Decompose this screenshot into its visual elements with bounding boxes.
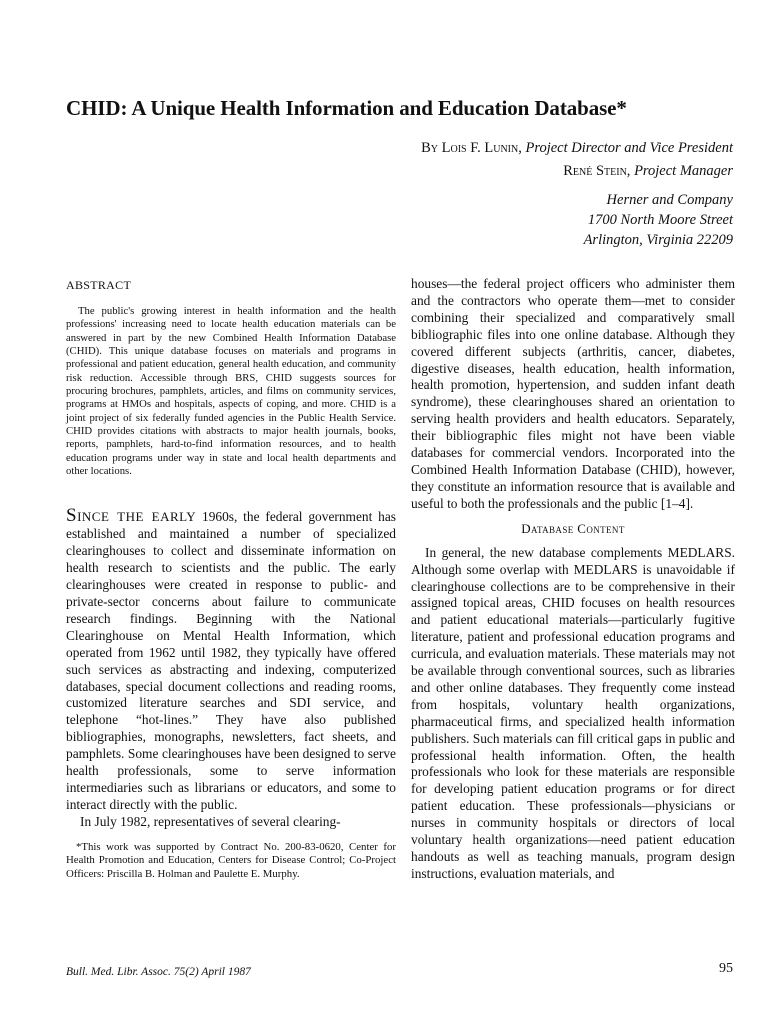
affiliation-org: Herner and Company xyxy=(606,192,733,208)
right-column xyxy=(411,276,735,883)
database-content-paragraph: In general, the new database complements MEDLARS. Although some overlap with MEDLARS is unavoidable if clearinghouse collections are to be comprehensive in their assigned topical areas, CHID focuses on health resources and patient educational materials—particularly fugitive literature, patient and professional education programs and curricula, and evaluation materials. These materials may not be available through conventional sources, such as libraries and other online databases. They frequently come instead from hospitals, voluntary health organizations, pharmaceutical firms, and specialized health information publishers. Such materials can fill critical gaps in public and professional health information. Often, the health professionals who look for these materials are responsible for developing patient education programs or for direct patient education. These professionals—physicians or nurses in community hospitals or directors of local voluntary health organizations—need patient education handouts as well as teaching manuals, program design instructions, evaluation materials, and xyxy=(411,544,735,881)
author-1-role: Project Director and Vice President xyxy=(525,140,733,156)
intro-dropcap: Since the early xyxy=(66,505,197,527)
author-line-2 xyxy=(421,160,733,183)
page-number: 95 xyxy=(719,961,733,976)
journal-citation: Bull. Med. Libr. Assoc. 75(2) April 1987 xyxy=(66,966,251,978)
intro-text: 1960s, the federal government has established and maintained a number of specialized clearinghouses to collect and disseminate information on health research to scientists and the public. The early clearinghouses were created in response to public- and private-sector concerns about failure to communicate research findings. Beginning with the National Clearinghouse on Mental Health Information, which operated from 1962 until 1982, they typically have offered such services as abstracting and indexing, computerized databases, special document collections and reading rooms, customized literature searches and SDI service, and telephone “hot-lines.” They have also published bibliographies, monographs, newsletters, fact sheets, and pamphlets. Some clearinghouses have been designed to serve health professionals, some to serve information intermediaries such as librarians or educators, and some to interact directly with the public. xyxy=(66,509,396,812)
section-heading-database-content: Database Content xyxy=(521,520,625,536)
july-paragraph: In July 1982, representatives of several clearing- xyxy=(80,813,341,829)
author-2-role: Project Manager xyxy=(634,163,733,179)
affiliation xyxy=(421,190,733,250)
author-2-name: René Stein, xyxy=(563,163,631,179)
author-1-name: Lois F. Lunin, xyxy=(441,140,522,156)
affiliation-city: Arlington, Virginia 22209 xyxy=(583,232,733,248)
abstract-heading: ABSTRACT xyxy=(66,278,132,292)
intro-paragraph xyxy=(66,505,396,813)
affiliation-street: 1700 North Moore Street xyxy=(587,212,733,228)
footnote: *This work was supported by Contract No. 200-83-0620, Center for Health Promotion and Education, Centers for Disease Control; Co-Project Officers: Priscilla B. Holman and Paulette E. Murphy. xyxy=(66,840,396,880)
article-title: CHID: A Unique Health Information and Education Database* xyxy=(66,96,627,120)
author-block xyxy=(421,137,733,250)
left-column xyxy=(66,278,396,892)
clearinghouses-paragraph: houses—the federal project officers who administer them and the contractors who operate them—met to consider combining their specialized and comparatively small bibliographic files into one online database. Although they covered different subjects (arthritis, cancer, diabetes, digestive diseases, health education, health information, health promotion, hypertension, and sudden infant death syndrome), these clearinghouses shared an orientation to serving health providers and health educators. Separately, their bibliographic files might not have been viable databases for commercial vendors. Incorporated into the Combined Health Information Database (CHID), however, they constitute an information resource that is available and useful to both the professionals and the public [1–4]. xyxy=(411,276,735,511)
author-1-by: By xyxy=(421,140,438,156)
abstract-text: The public's growing interest in health information and the health professions' increasing need to locate health education materials can be answered in part by the new Combined Health Information Database (CHID). This unique database focuses on materials and programs in professional and patient education, general health education, and community risk reduction. Accessible through BRS, CHID suggests sources for procuring brochures, pamphlets, articles, and films on community services, programs at HMOs and hospitals, aspects of coping, and more. CHID is a joint project of six federally funded agencies in the Public Health Service. CHID provides citations with abstracts to major health journals, books, reports, pamphlets, hard-to-find information resources, and to health education programs under way in state and local health departments and other locations. xyxy=(66,305,396,478)
author-line-1 xyxy=(421,137,733,160)
